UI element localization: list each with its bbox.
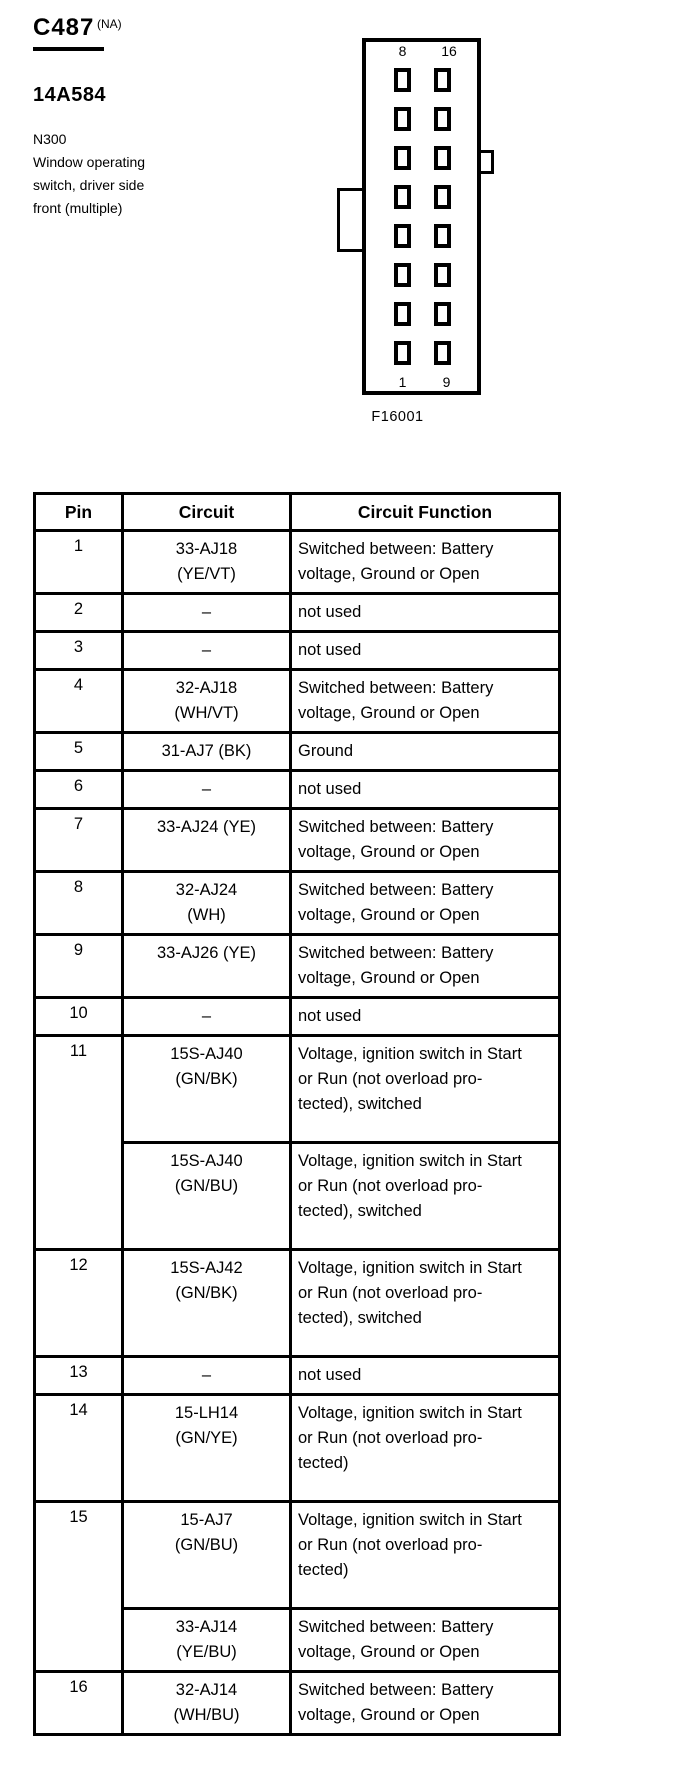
pin-cavity [434, 146, 451, 170]
pin-cavity [394, 263, 411, 287]
pin-row [35, 670, 560, 733]
pin-cavity [434, 224, 451, 248]
pin-cavity [434, 341, 451, 365]
pin-number: 3 [35, 632, 123, 670]
component-description [33, 128, 145, 220]
connector-key-tab-right [481, 150, 494, 174]
column-header-circuit-function: Circuit Function [291, 494, 560, 531]
circuit-function-cell: not used [291, 1357, 560, 1395]
pin-number: 10 [35, 998, 123, 1036]
circuit-function-cell: Ground [291, 733, 560, 771]
circuit-function-cell: Voltage, ignition switch in Start or Run (not overload pro- tected), switched [291, 1036, 560, 1143]
pin-cavity [394, 341, 411, 365]
pin-number: 7 [35, 809, 123, 872]
pin-row [35, 1357, 560, 1395]
column-header-circuit: Circuit [123, 494, 291, 531]
pin-number: 9 [35, 935, 123, 998]
pin-row [35, 1395, 560, 1502]
figure-label: F16001 [371, 409, 424, 425]
pin-cavity [394, 107, 411, 131]
pin-label-9: 9 [442, 374, 451, 390]
pin-number: 5 [35, 733, 123, 771]
circuit-function-cell: not used [291, 998, 560, 1036]
pin-label-16: 16 [441, 43, 457, 59]
pin-row [35, 771, 560, 809]
pin-cavity [394, 185, 411, 209]
circuit-function-cell: Switched between: Battery voltage, Ground or Open [291, 809, 560, 872]
circuit-function-cell: Switched between: Battery voltage, Ground or Open [291, 872, 560, 935]
pin-number: 16 [35, 1672, 123, 1735]
circuit-cell: 15-LH14 (GN/YE) [123, 1395, 291, 1502]
pin-row [35, 1036, 560, 1143]
circuit-cell: 33-AJ14 (YE/BU) [123, 1609, 291, 1672]
pin-row [35, 1672, 560, 1735]
circuit-cell: 33-AJ24 (YE) [123, 809, 291, 872]
pin-cavity [394, 68, 411, 92]
circuit-cell: 32-AJ14 (WH/BU) [123, 1672, 291, 1735]
pin-row [35, 809, 560, 872]
pin-cavity [394, 224, 411, 248]
pin-row [35, 1502, 560, 1609]
circuit-cell: 15S-AJ40 (GN/BK) [123, 1036, 291, 1143]
header-block [33, 14, 104, 51]
pin-cavity [434, 302, 451, 326]
component-line: front (multiple) [33, 200, 123, 216]
pin-cavity [394, 146, 411, 170]
circuit-cell: 33-AJ26 (YE) [123, 935, 291, 998]
pin-number: 6 [35, 771, 123, 809]
circuit-cell: 31-AJ7 (BK) [123, 733, 291, 771]
pin-number: 4 [35, 670, 123, 733]
pin-label-8: 8 [398, 43, 407, 59]
circuit-function-cell: Voltage, ignition switch in Start or Run (not overload pro- tected), switched [291, 1143, 560, 1250]
circuit-function-cell: Voltage, ignition switch in Start or Run (not overload pro- tected) [291, 1502, 560, 1609]
pin-row [35, 531, 560, 594]
pin-grid [394, 68, 451, 365]
circuit-function-cell: not used [291, 594, 560, 632]
pin-cavity [394, 302, 411, 326]
pin-cavity [434, 68, 451, 92]
circuit-function-cell: Voltage, ignition switch in Start or Run (not overload pro- tected) [291, 1395, 560, 1502]
circuit-cell: – [123, 632, 291, 670]
column-header-pin: Pin [35, 494, 123, 531]
region-code: (NA) [97, 17, 122, 31]
circuit-cell: – [123, 998, 291, 1036]
pin-row [35, 733, 560, 771]
pin-number: 8 [35, 872, 123, 935]
pin-label-1: 1 [398, 374, 407, 390]
pin-number: 15 [35, 1502, 123, 1672]
circuit-function-cell: not used [291, 632, 560, 670]
pin-number: 11 [35, 1036, 123, 1250]
pin-row [35, 1250, 560, 1357]
circuit-function-cell: Switched between: Battery voltage, Ground or Open [291, 1672, 560, 1735]
component-line: N300 [33, 131, 67, 147]
part-number: 14A584 [33, 84, 107, 106]
pin-cavity [434, 263, 451, 287]
circuit-function-cell: not used [291, 771, 560, 809]
pin-cavity [434, 107, 451, 131]
circuit-cell: 32-AJ24 (WH) [123, 872, 291, 935]
pin-row [35, 998, 560, 1036]
component-line: switch, driver side [33, 177, 145, 193]
pinout-table [33, 492, 561, 1736]
pin-number: 1 [35, 531, 123, 594]
circuit-cell: – [123, 771, 291, 809]
circuit-cell: – [123, 1357, 291, 1395]
circuit-cell: 15-AJ7 (GN/BU) [123, 1502, 291, 1609]
pinout-table-body [35, 531, 560, 1735]
pin-number: 12 [35, 1250, 123, 1357]
component-line: Window operating [33, 154, 146, 170]
table-header-row [35, 494, 560, 531]
circuit-cell: 32-AJ18 (WH/VT) [123, 670, 291, 733]
pin-number: 2 [35, 594, 123, 632]
pin-row [35, 935, 560, 998]
connector-id: C487 [33, 14, 104, 51]
circuit-function-cell: Switched between: Battery voltage, Ground or Open [291, 531, 560, 594]
circuit-function-cell: Switched between: Battery voltage, Ground or Open [291, 1609, 560, 1672]
circuit-function-cell: Switched between: Battery voltage, Ground or Open [291, 670, 560, 733]
circuit-cell: 15S-AJ40 (GN/BU) [123, 1143, 291, 1250]
pin-row [35, 594, 560, 632]
pin-row [35, 872, 560, 935]
circuit-function-cell: Voltage, ignition switch in Start or Run (not overload pro- tected), switched [291, 1250, 560, 1357]
pin-number: 14 [35, 1395, 123, 1502]
circuit-cell: 15S-AJ42 (GN/BK) [123, 1250, 291, 1357]
pin-row [35, 632, 560, 670]
circuit-cell: – [123, 594, 291, 632]
circuit-cell: 33-AJ18 (YE/VT) [123, 531, 291, 594]
circuit-function-cell: Switched between: Battery voltage, Ground or Open [291, 935, 560, 998]
pin-number: 13 [35, 1357, 123, 1395]
pin-cavity [434, 185, 451, 209]
